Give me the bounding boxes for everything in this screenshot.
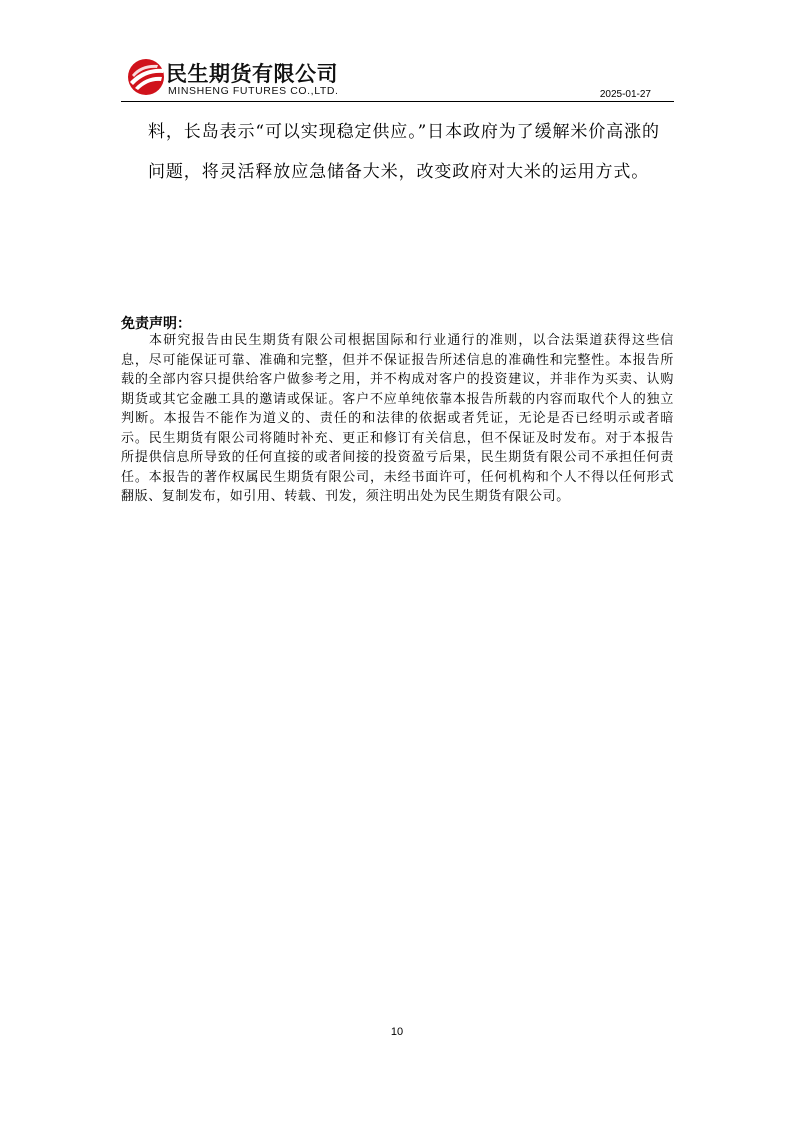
minsheng-logo-icon bbox=[126, 57, 166, 97]
disclaimer-title: 免责声明： bbox=[121, 316, 191, 332]
report-date: 2025-01-27 bbox=[599, 89, 651, 100]
body-paragraph: 料，长岛表示“可以实现稳定供应。”日本政府为了缓解米价高涨的问题，将灵活释放应急储备大米，改变政府对大米的运用方式。 bbox=[148, 122, 660, 182]
company-name-cn: 民生期货有限公司 bbox=[166, 62, 338, 86]
header-divider bbox=[121, 101, 674, 102]
company-name-en: MINSHENG FUTURES CO.,LTD. bbox=[168, 85, 339, 97]
page-number: 10 bbox=[390, 1026, 404, 1038]
disclaimer-text: 本研究报告由民生期货有限公司根据国际和行业通行的准则，以合法渠道获得这些信息，尽可能保证可靠、准确和完整，但并不保证报告所述信息的准确性和完整性。本报告所载的全部内容只提供给客户做参考之用，并不构成对客户的投资建议，并非作为买卖、认购期货或其它金融工具的邀请或保证。客户不应单纯依靠本报告所载的内容而取代个人的独立判断。本报告不能作为道义的、责任的和法律的依据或者凭证，无论是否已经明示或者暗示。民生期货有限公司将随时补充、更正和修订有关信息，但不保证及时发布。对于本报告所提供信息所导致的任何直接的或者间接的投资盈亏后果，民生期货有限公司不承担任何责任。本报告的著作权属民生期货有限公司，未经书面许可，任何机构和个人不得以任何形式翻版、复制发布，如引用、转载、刊发，须注明出处为民生期货有限公司。 bbox=[121, 333, 674, 504]
company-logo bbox=[126, 57, 366, 99]
